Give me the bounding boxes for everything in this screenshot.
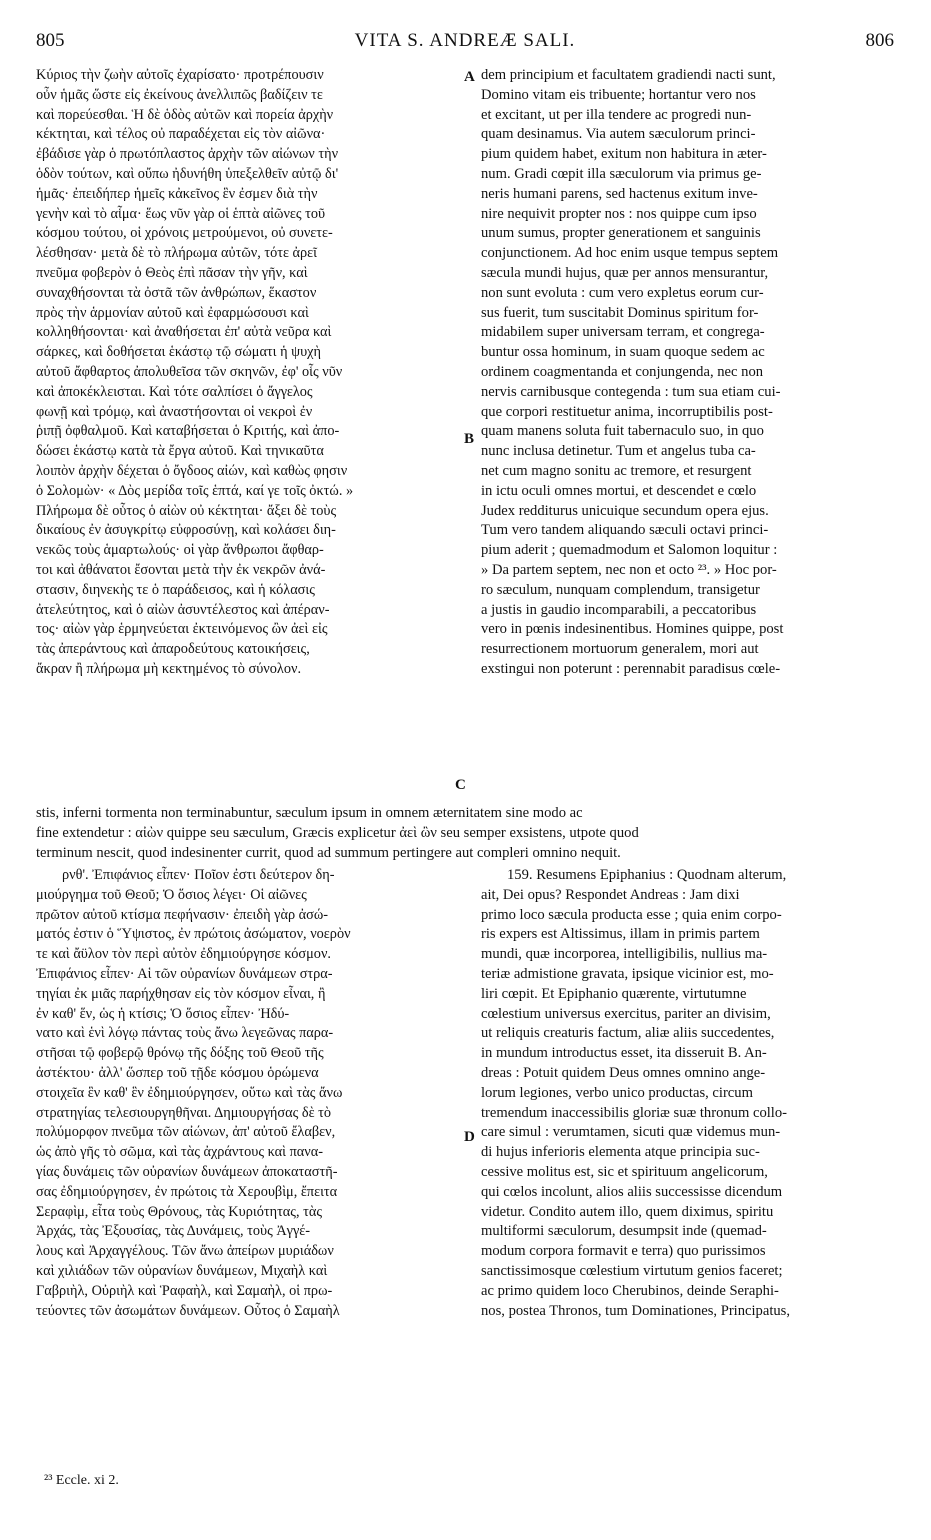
running-title: VITA S. ANDREÆ SALI. (354, 30, 576, 51)
text-line: qui cœlos incolunt, alios aliis successisse dicendum (481, 1183, 783, 1200)
text-line: midabilem super universam terram, et congrega- (481, 324, 765, 341)
text-line: conjunctionem. Ad hoc enim usque tempus septem (481, 245, 779, 262)
text-line: συναχθήσονται τὰ ὀστᾶ τῶν ἀνθρώπων, ἕκαστον (36, 284, 317, 301)
text-line: τηγίαι ἐκ μιᾶς παρήχθησαν εἰς τὸν κόσμον εἶναι, ἢ (36, 985, 326, 1002)
text-line: unum sumus, propter generationem et sanguinis (481, 225, 761, 242)
page-number-left: 805 (36, 30, 65, 51)
text-line: net cum magno sonitu ac tremore, et resurgent (481, 462, 752, 479)
text-line: » Da partem septem, nec non et octo ²³. » Hoc por- (481, 561, 777, 578)
greek-column-top (36, 66, 464, 680)
text-line: primo loco sæcula producta esse ; quia enim corpo- (481, 906, 782, 923)
greek-column-bottom (36, 866, 464, 1321)
text-line: cessive molitus est, sic et spirituum angelicorum, (481, 1163, 768, 1180)
text-line: ἐν καθ' ἕν, ὡς ἡ κτίσις; Ὁ ὅσιος εἶπεν· Ἠδύ- (36, 1005, 290, 1022)
text-line: stis, inferni tormenta non terminabuntur, sæculum ipsum in omnem æternitatem sine modo ac (36, 805, 583, 821)
text-line: καὶ ἀποκέκλεισται. Καὶ τότε σαλπίσει ὁ ἄγγελος (36, 383, 313, 400)
text-line: sus fuerit, tum suscitabit Dominus spiritum for- (481, 304, 759, 321)
text-line: τε καὶ ἄϋλον τὸν περὶ αὐτὸν ἐδημιούργησε κόσμον. (36, 946, 331, 963)
text-line: Domino vitam eis tribuente; hortantur vero nos (481, 86, 756, 103)
text-line: nunc inclusa detinetur. Tum et angelus tuba ca- (481, 443, 756, 460)
footnote: ²³ Eccle. xi 2. (44, 1473, 119, 1488)
text-line: nos, postea Thronos, tum Dominationes, Principatus, (481, 1302, 791, 1319)
text-line: mundi, quæ incorporea, intelligibilis, nullius ma- (481, 946, 768, 963)
text-line: ὁ Σολομὼν· « Δὸς μερίδα τοῖς ἑπτά, καί γε τοῖς ὀκτώ. » (36, 482, 354, 499)
text-line: ὡς ἀπὸ γῆς τὸ σῶμα, καὶ τὰς ἀχράντους καὶ πανα- (36, 1144, 324, 1161)
text-line: nire nequivit propter nos : nos quippe cum ipso (481, 205, 757, 222)
text-line: resurrectionem mortuorum generalem, mori aut (481, 641, 759, 658)
text-line: nervis carnibusque contegenda : tum sua etiam cui- (481, 383, 781, 400)
text-line: di hujus inferioris elementa atque principia suc- (481, 1144, 760, 1161)
text-line: in ictu oculi omnes mortui, et descendet e cœlo (481, 482, 757, 499)
text-line: λοιπὸν ἀρχὴν δέχεται ὁ ὄγδοος αἰών, καὶ καθὼς φησιν (36, 462, 348, 479)
text-line: a justis in gaudio incomparabili, a peccatoribus (481, 601, 757, 618)
text-line: terminum nescit, quod indesinenter currit, quod ad summum pertingere aut compleri omnino nequit. (36, 844, 621, 861)
text-line: cœlestium universus exercitus, pariter an divisim, (481, 1005, 771, 1022)
text-line: ἐβάδισε γὰρ ὁ πρωτόπλαστος ἀρχὴν τῶν αἰώνων τὴν (36, 146, 339, 163)
margin-letter-a: A (464, 69, 475, 85)
text-line: δικαίους ἐν ἀσυγκρίτῳ εὐφροσύνῃ, καὶ κολάσει διη- (36, 522, 336, 539)
text-line: στῆσαι τῷ φοβερῷ θρόνῳ τῆς δόξης τοῦ Θεοῦ τῆς (36, 1045, 324, 1062)
text-line: ut reliquis creaturis factum, aliæ aliis succedentes, (481, 1025, 775, 1042)
text-line: in mundum introductus esset, ita disseruit B. An- (481, 1045, 767, 1062)
text-line: λέσθησαν· μετὰ δὲ τὸ πλήρωμα αὐτῶν, τότε ἀρεῖ (36, 245, 318, 262)
text-line: πρὸς τὴν ἁρμονίαν αὐτοῦ καὶ ἐφαρμώσουσι καὶ (36, 304, 309, 321)
text-line: dreas : Potuit quidem Deus omnes omnino ange- (481, 1064, 766, 1081)
text-line: ordinem coagmentanda et conjungenda, nec non (481, 363, 764, 380)
text-line: Γαβριὴλ, Οὐριὴλ καὶ Ῥαφαὴλ, καὶ Σαμαὴλ, οἱ πρω- (36, 1282, 333, 1299)
text-line: κέκτηται, καὶ τέλος οὐ παραδέχεται εἰς τὸν αἰῶνα· (36, 126, 326, 143)
text-line: Tum vero tandem aliquando sæculi octavi princi- (481, 522, 769, 539)
latin-column-top (481, 66, 894, 680)
text-line: κολληθήσονται· καὶ ἀναθήσεται ἐπ' αὐτὰ νεῦρα καὶ (36, 324, 332, 341)
text-line: τοι καὶ ἀθάνατοι ἔσονται μετὰ τὴν ἐκ νεκρῶν ἀνά- (36, 561, 326, 578)
text-line: οὖν ἡμᾶς ὥστε εἰς ἐκείνους ἀνελλιπῶς βαδίζειν τε (36, 86, 323, 103)
text-line: σάρκες, καὶ δοθήσεται ἑκάστῳ τῷ σώματι ἡ ψυχὴ (36, 344, 321, 361)
text-line: buntur ossa hominum, in suam quoque sedem ac (481, 344, 765, 361)
text-line: Πλήρωμα δὲ οὗτος ὁ αἰὼν οὐ κέκτηται· ἄξει δὲ τοὺς (36, 502, 337, 519)
text-line: Ἐπιφάνιος εἶπεν· Αἱ τῶν οὐρανίων δυνάμεων στρα- (36, 965, 333, 982)
text-line: dem principium et facultatem gradiendi nacti sunt, (481, 67, 776, 83)
text-line: ἄκραν ἢ πλήρωμα μὴ κεκτημένος τὸ σύνολον. (36, 660, 302, 677)
text-line: ἡμᾶς· ἐπειδήπερ ἡμεῖς κἀκεῖνος ἓν ἐσμεν διὰ τὴν (36, 185, 318, 202)
text-line: πολύμορφον πνεῦμα τῶν αἰώνων, ἀπ' αὐτοῦ ἔλαβεν, (36, 1124, 336, 1141)
text-line: νατο καὶ ἑνὶ λόγῳ πάντας τοὺς ἄνω λεγεῶνας παρα- (36, 1025, 334, 1042)
text-line: ἀστέκτου· ἀλλ' ὥσπερ τοῦ τῇδε κόσμου ὁρώμενα (36, 1064, 319, 1081)
text-line: ῥιπῇ ὀφθαλμοῦ. Καὶ καταβήσεται ὁ Κριτής, καὶ ἀπο- (36, 423, 340, 440)
text-line: fine extendetur : αἰὼν quippe seu sæculum, Græcis explicetur ἀεὶ ὢν seu semper exsistens, utpote quod (36, 824, 639, 841)
text-line: σας ἐδημιούργησεν, ἐν πρώτοις τὰ Χερουβὶμ, ἔπειτα (36, 1183, 338, 1200)
text-line: στοιχεῖα ἓν καθ' ἓν ἐδημιούργησεν, οὕτω καὶ τὰς ἄνω (36, 1084, 343, 1101)
text-line: neris humani parens, sed hactenus exitum inve- (481, 185, 758, 202)
text-line: videtur. Condito autem illo, quem diximus, spiritu (481, 1203, 774, 1220)
text-line: καὶ χιλιάδων τῶν οὐρανίων δυνάμεων, Μιχαὴλ καὶ (36, 1262, 328, 1279)
text-line: πρῶτον αὐτοῦ κτίσμα πεφήνασιν· ἐπειδὴ γὰρ ἀσώ- (36, 906, 329, 923)
text-line: ait, Dei opus? Respondet Andreas : Jam dixi (481, 886, 740, 903)
text-line: γίας δυνάμεις τῶν οὐρανίων δυνάμεων ἀποκαταστῆ- (36, 1163, 338, 1180)
text-line: τος· αἰὼν γὰρ ἑρμηνεύεται ἐκτεινόμενος ὢν ἀεὶ εἰς (36, 621, 328, 638)
text-line: Ἀρχάς, τὰς Ἐξουσίας, τὰς Δυνάμεις, τοὺς Ἀγγέ- (36, 1223, 311, 1240)
text-line: num. Gradi cœpit illa sæculorum via primus ge- (481, 165, 762, 182)
text-line: αὐτοῦ ἄφθαρτος ἀπολυθεῖσα τῶν σκηνῶν, ἐφ' οἷς νῦν (36, 363, 343, 380)
text-line: 159. Resumens Epiphanius : Quodnam alterum, (507, 867, 787, 883)
text-line: et excitant, ut per illa tendere ac progredi nun- (481, 106, 752, 123)
text-line: γενὴν καὶ τὸ αἷμα· ἕως νῦν γὰρ οἱ ἑπτὰ αἰῶνες τοῦ (36, 205, 326, 222)
text-line: Σεραφὶμ, εἶτα τοὺς Θρόνους, τὰς Κυριότητας, τὰς (36, 1203, 323, 1220)
text-line: multiformi sæculorum, desumpsit inde (quemad- (481, 1223, 767, 1240)
text-line: Judex redditurus unicuique secundum opera ejus. (481, 502, 769, 519)
text-line: ὁδὸν τούτων, καὶ οὔπω ἠδυνήθη ὑπεξελθεῖν αὐτῷ δι' (36, 165, 339, 182)
text-line: ac primo quidem loco Cherubinos, deinde Seraphi- (481, 1282, 779, 1299)
text-line: τὰς ἀπεράντους καὶ ἀπαροδεύτους κατοικήσεις, (36, 641, 310, 658)
page-number-right: 806 (865, 30, 894, 51)
text-line: ris expers est Altissimus, illam in primis partem (481, 926, 760, 943)
text-line: ro sæculum, nunquam complendum, transigetur (481, 581, 760, 598)
text-line: στασιν, διηνεκὴς τε ὁ παράδεισος, καὶ ἡ κόλασις (36, 581, 315, 598)
latin-column-bottom (481, 866, 894, 1321)
text-line: modum corpora formavit e terra) quo purissimos (481, 1243, 766, 1260)
text-line: lorum legiones, verbo unico productas, circum (481, 1084, 753, 1101)
page-header (36, 30, 894, 58)
text-line: μιούργημα τοῦ Θεοῦ; Ὁ ὅσιος λέγει· Οἱ αἰῶνες (36, 886, 307, 903)
text-line: vero in pœnis indesinentibus. Homines quippe, post (481, 621, 784, 638)
text-line: στρατηγίας τελεσιουργηθῆναι. Δημιουργήσας δὲ τὸ (36, 1104, 332, 1121)
text-line: teriæ admistione gravata, ipsique vicinior est, mo- (481, 965, 774, 982)
text-line: πνεῦμα φοβερὸν ὁ Θεὸς ἐπὶ πᾶσαν τὴν γῆν, καὶ (36, 264, 308, 281)
text-line: νεκῶς τοὺς ἁμαρτωλούς· οἱ γὰρ ἄνθρωποι ἄφθαρ- (36, 542, 324, 559)
text-line: ρνθ'. Ἐπιφάνιος εἶπεν· Ποῖον ἐστι δεύτερον δη- (62, 867, 335, 883)
text-line: κόσμου τούτου, οἱ χρόνοις μετρούμενοι, οὐ συνετε- (36, 225, 333, 242)
text-line: φωνῇ καὶ τρόμῳ, καὶ ἀναστήσονται οἱ νεκροὶ ἐν (36, 403, 313, 420)
margin-letter-d: D (464, 1129, 475, 1145)
text-line: quam desinamus. Via autem sæculorum princi- (481, 126, 756, 143)
margin-letter-c: C (455, 777, 466, 793)
full-width-text (36, 804, 894, 863)
text-line: pium quidem habet, exitum non habitura in æter- (481, 146, 767, 163)
text-line: pium aderit ; quemadmodum et Salomon loquitur : (481, 542, 778, 559)
text-line: ματός ἐστιν ὁ Ὕψιστος, ἐν πρώτοις ἀσώματον, νοερὸν (36, 926, 351, 943)
text-line: non sunt evoluta : cum vero expletus eorum cur- (481, 284, 764, 301)
text-line: quam manens soluta fuit tabernaculo suo, in quo (481, 423, 764, 440)
text-line: care simul : verumtamen, sicuti quæ videmus mun- (481, 1124, 781, 1141)
margin-letter-b: B (464, 431, 475, 447)
text-line: exstingui non poterunt : perennabit paradisus cœle- (481, 660, 781, 677)
text-line: καὶ πορεύεσθαι. Ἡ δὲ ὁδὸς αὐτῶν καὶ πορεία ἀρχὴν (36, 106, 334, 123)
text-line: δώσει ἑκάστῳ κατὰ τὰ ἔργα αὐτοῦ. Καὶ τηνικαῦτα (36, 443, 324, 460)
text-line: sanctissimosque cœlestium virtutum genios faceret; (481, 1262, 783, 1279)
text-line: τεύοντες τῶν ἀσωμάτων δυνάμεων. Οὗτος ὁ Σαμαὴλ (36, 1302, 340, 1319)
text-line: ἀτελεύτητος, καὶ ὁ αἰὼν ἀσυντέλεστος καὶ ἀπέραν- (36, 601, 330, 618)
text-line: λους καὶ Ἀρχαγγέλους. Τῶν ἄνω ἀπείρων μυριάδων (36, 1243, 334, 1260)
text-line: Κύριος τὴν ζωὴν αὐτοῖς ἐχαρίσατο· προτρέπουσιν (36, 67, 324, 83)
text-line: liri cœpit. Et Epiphanio quærente, virtutumne (481, 985, 747, 1002)
text-line: tremendum inaccessibilis gloriæ suæ thronum collo- (481, 1104, 788, 1121)
text-line: sæcula mundi hujus, quæ per annos mensurantur, (481, 264, 769, 281)
text-line: que corpori restituetur anima, incorruptibilis post- (481, 403, 773, 420)
